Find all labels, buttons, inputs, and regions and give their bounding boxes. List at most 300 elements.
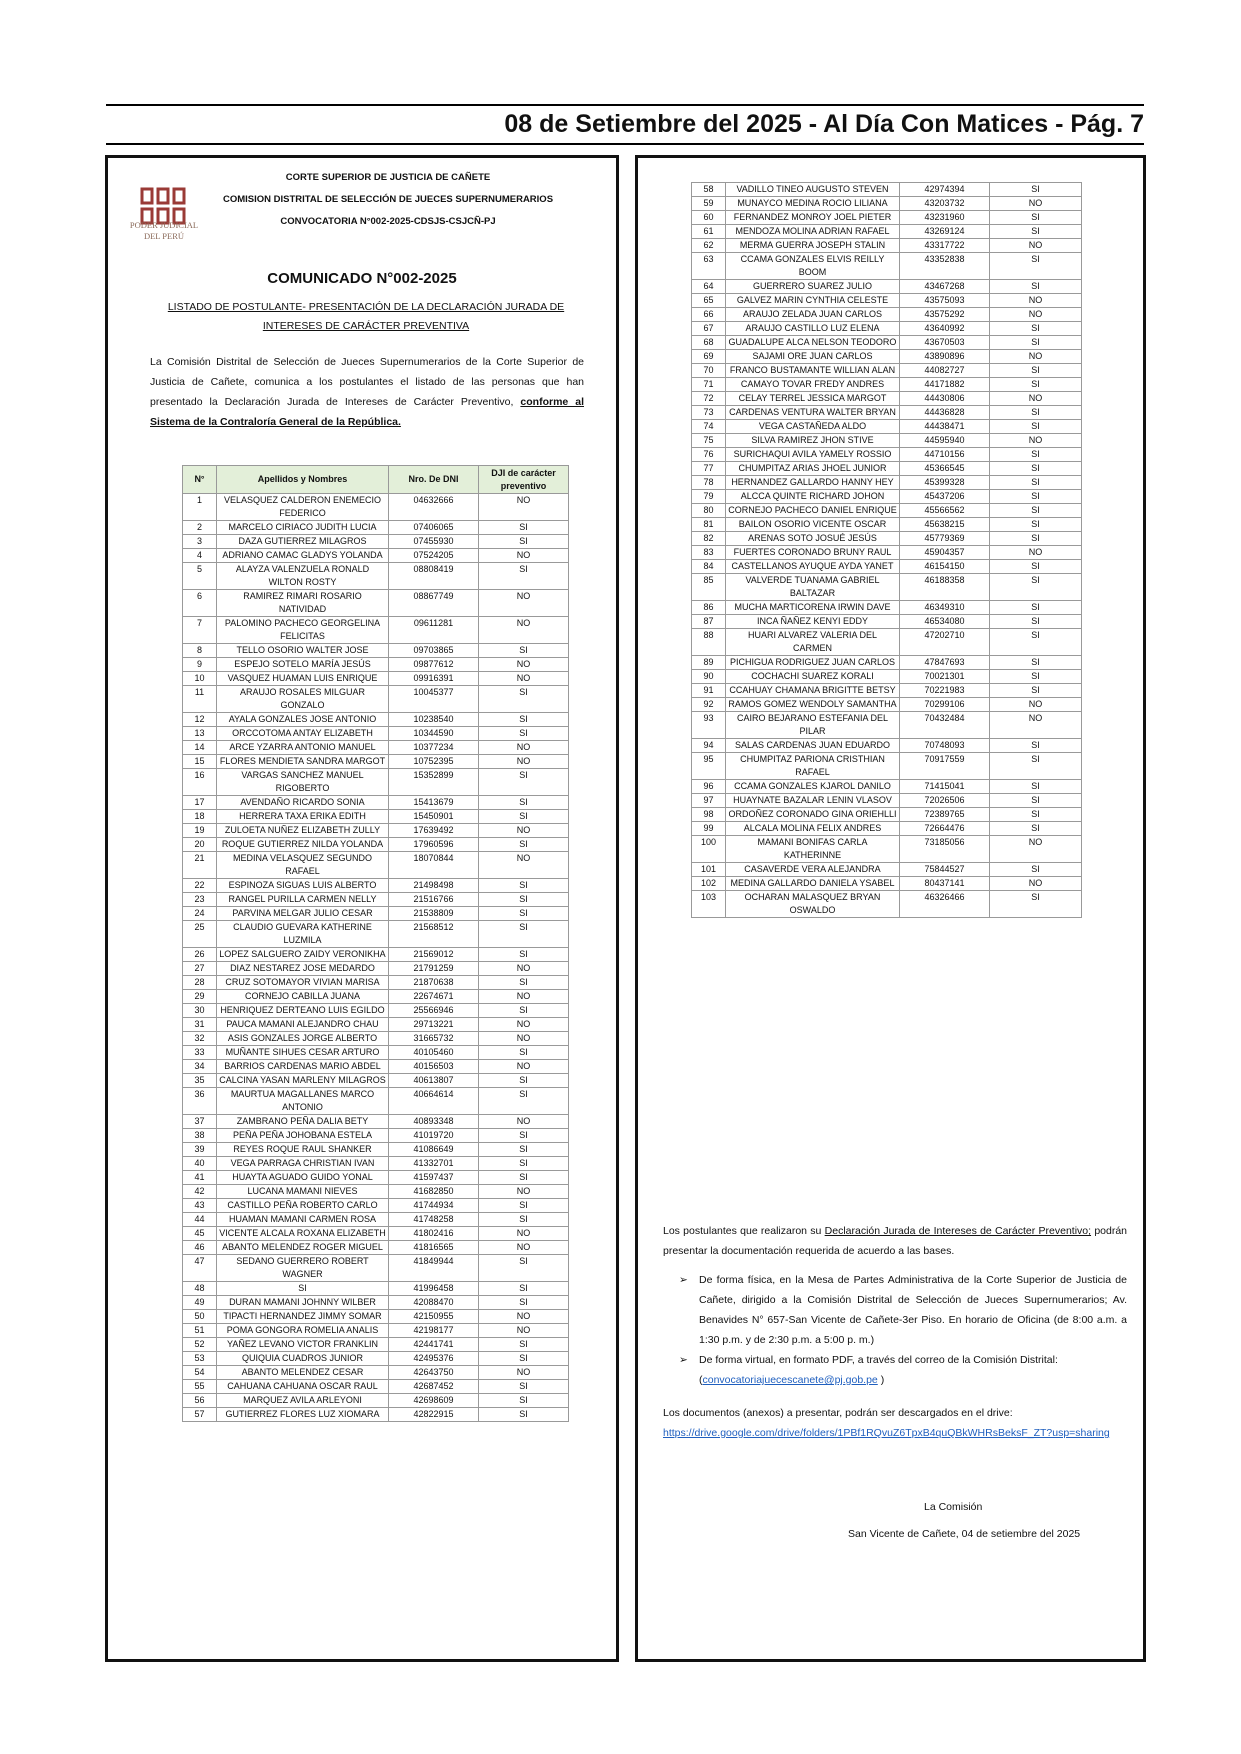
row-number: 38 <box>183 1129 217 1143</box>
institution-line-1: CORTE SUPERIOR DE JUSTICIA DE CAÑETE <box>285 172 491 183</box>
row-dni: 42643750 <box>389 1366 479 1380</box>
row-name: TIPACTI HERNANDEZ JIMMY SOMAR <box>217 1310 389 1324</box>
table-row <box>692 836 1082 863</box>
row-number: 7 <box>183 617 217 644</box>
row-number: 4 <box>183 549 217 563</box>
row-number: 71 <box>692 378 726 392</box>
bullet-virtual <box>679 1350 1127 1390</box>
row-name: CELAY TERREL JESSICA MARGOT <box>726 392 900 406</box>
row-number: 60 <box>692 211 726 225</box>
row-dji: NO <box>479 1185 569 1199</box>
row-dji: SI <box>990 322 1082 336</box>
row-dji: SI <box>479 535 569 549</box>
row-name: CALCINA YASAN MARLENY MILAGROS <box>217 1074 389 1088</box>
row-dji: SI <box>990 794 1082 808</box>
row-number: 2 <box>183 521 217 535</box>
row-dji: SI <box>479 727 569 741</box>
row-number: 87 <box>692 615 726 629</box>
intro-bold-text: conforme al Sistema de la Contraloría General de la República. <box>150 396 584 428</box>
table-row <box>183 1074 569 1088</box>
row-number: 51 <box>183 1324 217 1338</box>
row-dji: NO <box>479 1018 569 1032</box>
row-number: 86 <box>692 601 726 615</box>
row-number: 75 <box>692 434 726 448</box>
applicants-table-left <box>182 465 569 1422</box>
table-row <box>692 448 1082 462</box>
row-dni: 43575292 <box>900 308 990 322</box>
row-dji: SI <box>479 907 569 921</box>
row-dni: 09703865 <box>389 644 479 658</box>
row-dni: 41332701 <box>389 1157 479 1171</box>
row-number: 18 <box>183 810 217 824</box>
row-dji: SI <box>479 1296 569 1310</box>
row-number: 99 <box>692 822 726 836</box>
row-name: SILVA RAMIREZ JHON STIVE <box>726 434 900 448</box>
row-dji: NO <box>479 549 569 563</box>
row-name: CASTELLANOS AYUQUE AYDA YANET <box>726 560 900 574</box>
header-number: N° <box>183 466 217 494</box>
table-row <box>183 810 569 824</box>
row-dni: 42441741 <box>389 1338 479 1352</box>
row-name: ARCE YZARRA ANTONIO MANUEL <box>217 741 389 755</box>
row-number: 64 <box>692 280 726 294</box>
row-dni: 09916391 <box>389 672 479 686</box>
row-name: ALCCA QUINTE RICHARD JOHON <box>726 490 900 504</box>
row-dni: 21538809 <box>389 907 479 921</box>
row-number: 82 <box>692 532 726 546</box>
row-number: 39 <box>183 1143 217 1157</box>
table-row <box>692 364 1082 378</box>
row-name: ESPEJO SOTELO MARÍA JESÚS <box>217 658 389 672</box>
row-dji: NO <box>990 434 1082 448</box>
row-dni: 21568512 <box>389 921 479 948</box>
table-row <box>183 1352 569 1366</box>
row-dni: 42822915 <box>389 1408 479 1422</box>
logo-line-1: PODER JUDICIAL <box>129 220 199 230</box>
table-row <box>183 879 569 893</box>
table-row <box>692 197 1082 211</box>
row-dji: SI <box>479 713 569 727</box>
row-dni: 43670503 <box>900 336 990 350</box>
row-name: ZULOETA NUÑEZ ELIZABETH ZULLY <box>217 824 389 838</box>
row-dji: NO <box>990 546 1082 560</box>
table-row <box>183 1129 569 1143</box>
row-dji: SI <box>990 780 1082 794</box>
row-name: CLAUDIO GUEVARA KATHERINE LUZMILA <box>217 921 389 948</box>
row-name: CCAMA GONZALES KJAROL DANILO <box>726 780 900 794</box>
table-row <box>183 1171 569 1185</box>
table-row <box>183 713 569 727</box>
row-name: FUERTES CORONADO BRUNY RAUL <box>726 546 900 560</box>
row-dni: 80437141 <box>900 877 990 891</box>
row-dji: SI <box>479 976 569 990</box>
row-name: ABANTO MELENDEZ ROGER MIGUEL <box>217 1241 389 1255</box>
place-date: San Vicente de Cañete, 04 de setiembre del 2025 <box>848 1528 1081 1540</box>
table-row <box>183 617 569 644</box>
row-dni: 70917559 <box>900 753 990 780</box>
row-name: GALVEZ MARIN CYNTHIA CELESTE <box>726 294 900 308</box>
row-number: 73 <box>692 406 726 420</box>
row-name: PEÑA PEÑA JOHOBANA ESTELA <box>217 1129 389 1143</box>
row-name: FLORES MENDIETA SANDRA MARGOT <box>217 755 389 769</box>
row-name: VELASQUEZ CALDERON ENEMECIO FEDERICO <box>217 494 389 521</box>
row-number: 44 <box>183 1213 217 1227</box>
row-number: 28 <box>183 976 217 990</box>
row-dji: NO <box>990 836 1082 863</box>
row-name: RANGEL PURILLA CARMEN NELLY <box>217 893 389 907</box>
row-name: SALAS CARDENAS JUAN EDUARDO <box>726 739 900 753</box>
row-dni: 71415041 <box>900 780 990 794</box>
page-header: 08 de Setiembre del 2025 - Al Día Con Matices - Pág. 7 <box>504 110 1144 138</box>
row-dji: NO <box>479 852 569 879</box>
row-dji: NO <box>990 698 1082 712</box>
header-dni: Nro. De DNI <box>389 466 479 494</box>
row-name: GUTIERREZ FLORES LUZ XIOMARA <box>217 1408 389 1422</box>
row-name: BAILON OSORIO VICENTE OSCAR <box>726 518 900 532</box>
row-number: 76 <box>692 448 726 462</box>
table-row <box>183 1310 569 1324</box>
row-dni: 43467268 <box>900 280 990 294</box>
table-row <box>183 590 569 617</box>
row-number: 69 <box>692 350 726 364</box>
row-dji: SI <box>479 1046 569 1060</box>
row-dji: SI <box>990 656 1082 670</box>
row-name: LUCANA MAMANI NIEVES <box>217 1185 389 1199</box>
drive-link[interactable]: https://drive.google.com/drive/folders/1PBf1RQvuZ6TpxB4quQBkWHRsBeksF_ZT?usp=sharing <box>663 1427 1110 1439</box>
table-row <box>183 769 569 796</box>
row-dji: SI <box>990 364 1082 378</box>
table-row <box>692 753 1082 780</box>
row-name: MAMANI BONIFAS CARLA KATHERINNE <box>726 836 900 863</box>
table-row <box>183 672 569 686</box>
table-row <box>183 824 569 838</box>
row-dni: 21791259 <box>389 962 479 976</box>
row-dni: 15450901 <box>389 810 479 824</box>
row-dni: 21516766 <box>389 893 479 907</box>
row-dji: NO <box>479 1310 569 1324</box>
email-close-paren: ) <box>880 1374 885 1386</box>
row-number: 34 <box>183 1060 217 1074</box>
table-row <box>692 712 1082 739</box>
row-dni: 40156503 <box>389 1060 479 1074</box>
row-dji: NO <box>479 1060 569 1074</box>
row-number: 63 <box>692 253 726 280</box>
row-name: HUAYTA AGUADO GUIDO YONAL <box>217 1171 389 1185</box>
header-names: Apellidos y Nombres <box>217 466 389 494</box>
row-dni: 43575093 <box>900 294 990 308</box>
row-dji: SI <box>990 574 1082 601</box>
table-row <box>692 808 1082 822</box>
table-row <box>183 1380 569 1394</box>
row-number: 17 <box>183 796 217 810</box>
table-row <box>183 1324 569 1338</box>
row-number: 50 <box>183 1310 217 1324</box>
table-row <box>183 1157 569 1171</box>
table-row <box>183 1282 569 1296</box>
row-dni: 44171882 <box>900 378 990 392</box>
row-dji: SI <box>479 1129 569 1143</box>
row-number: 100 <box>692 836 726 863</box>
table-row <box>692 629 1082 656</box>
row-number: 83 <box>692 546 726 560</box>
row-name: CARDENAS VENTURA WALTER BRYAN <box>726 406 900 420</box>
table-row <box>183 1296 569 1310</box>
table-row <box>183 1185 569 1199</box>
table-row <box>183 563 569 590</box>
row-number: 102 <box>692 877 726 891</box>
table-row <box>183 852 569 879</box>
row-number: 24 <box>183 907 217 921</box>
table-row <box>692 863 1082 877</box>
row-dji: NO <box>479 494 569 521</box>
row-dni: 25566946 <box>389 1004 479 1018</box>
row-dji: SI <box>479 1338 569 1352</box>
row-dji: NO <box>990 392 1082 406</box>
row-number: 101 <box>692 863 726 877</box>
row-number: 61 <box>692 225 726 239</box>
row-dji: NO <box>479 1324 569 1338</box>
row-dji: SI <box>479 521 569 535</box>
row-dji: NO <box>479 617 569 644</box>
row-name: BARRIOS CARDENAS MARIO ABDEL <box>217 1060 389 1074</box>
row-dni: 41816565 <box>389 1241 479 1255</box>
row-number: 84 <box>692 560 726 574</box>
row-name: AYALA GONZALES JOSE ANTONIO <box>217 713 389 727</box>
row-name: ZAMBRANO PEÑA DALIA BETY <box>217 1115 389 1129</box>
table-row <box>183 1213 569 1227</box>
row-name: RAMIREZ RIMARI ROSARIO NATIVIDAD <box>217 590 389 617</box>
row-number: 95 <box>692 753 726 780</box>
row-dji: SI <box>479 1157 569 1171</box>
intro-text: La Comisión Distrital de Selección de Jueces Supernumerarios de la Corte Superior de Justicia de Cañete, comunica a los postulantes el listado de las personas que han presentado la Declaración Jurada de Intereses de Carácter Preventivo, <box>150 356 584 408</box>
row-name: MUCHA MARTICORENA IRWIN DAVE <box>726 601 900 615</box>
row-dni: 43203732 <box>900 197 990 211</box>
row-dni: 15352899 <box>389 769 479 796</box>
row-dni: 45779369 <box>900 532 990 546</box>
row-number: 47 <box>183 1255 217 1282</box>
row-number: 23 <box>183 893 217 907</box>
table-row <box>692 504 1082 518</box>
row-number: 12 <box>183 713 217 727</box>
table-row <box>183 893 569 907</box>
row-name: CASTILLO PEÑA ROBERTO CARLO <box>217 1199 389 1213</box>
row-name: LOPEZ SALGUERO ZAIDY VERONIKHA <box>217 948 389 962</box>
row-dji: NO <box>479 1227 569 1241</box>
row-dni: 29713221 <box>389 1018 479 1032</box>
row-dji: SI <box>479 1213 569 1227</box>
row-name: CHUMPITAZ ARIAS JHOEL JUNIOR <box>726 462 900 476</box>
table-row <box>183 1408 569 1422</box>
row-number: 13 <box>183 727 217 741</box>
row-dni: 41849944 <box>389 1255 479 1282</box>
row-number: 45 <box>183 1227 217 1241</box>
row-number: 25 <box>183 921 217 948</box>
bullet-arrow-icon: ➢ <box>679 1354 688 1366</box>
row-name: CRUZ SOTOMAYOR VIVIAN MARISA <box>217 976 389 990</box>
row-number: 79 <box>692 490 726 504</box>
row-name: ADRIANO CAMAC GLADYS YOLANDA <box>217 549 389 563</box>
row-name: VICENTE ALCALA ROXANA ELIZABETH <box>217 1227 389 1241</box>
row-dni: 42495376 <box>389 1352 479 1366</box>
row-dji: SI <box>479 1004 569 1018</box>
row-dni: 43640992 <box>900 322 990 336</box>
row-number: 72 <box>692 392 726 406</box>
row-number: 97 <box>692 794 726 808</box>
table-row <box>692 780 1082 794</box>
row-dni: 73185056 <box>900 836 990 863</box>
row-name: SURICHAQUI AVILA YAMELY ROSSIO <box>726 448 900 462</box>
row-dni: 45638215 <box>900 518 990 532</box>
table-row <box>183 1394 569 1408</box>
row-name: CORNEJO CABILLA JUANA <box>217 990 389 1004</box>
row-number: 66 <box>692 308 726 322</box>
header-bottom-rule <box>106 143 1144 145</box>
table-row <box>183 976 569 990</box>
row-number: 35 <box>183 1074 217 1088</box>
table-row <box>183 521 569 535</box>
row-number: 46 <box>183 1241 217 1255</box>
row-dni: 09877612 <box>389 658 479 672</box>
table-row <box>692 560 1082 574</box>
table-row <box>183 755 569 769</box>
row-dni: 08808419 <box>389 563 479 590</box>
table-row <box>183 1115 569 1129</box>
row-name: ORCCOTOMA ANTAY ELIZABETH <box>217 727 389 741</box>
row-number: 85 <box>692 574 726 601</box>
row-name: MEDINA VELASQUEZ SEGUNDO RAFAEL <box>217 852 389 879</box>
row-name: CCAHUAY CHAMANA BRIGITTE BETSY <box>726 684 900 698</box>
bullet-physical-text: De forma física, en la Mesa de Partes Administrativa de la Corte Superior de Justicia de Cañete, dirigido a la Comisión Distrital de Selección de Jueces Supernumerarios; Av. Benavides N° 657-San Vicente de Cañete-3er Piso. En horario de Oficina (de 8:00 a.m. a 1:30 p.m. y de 2:30 p.m. a 5:00 p. m.) <box>699 1274 1127 1346</box>
row-dni: 44436828 <box>900 406 990 420</box>
row-number: 6 <box>183 590 217 617</box>
row-name: MEDINA GALLARDO DANIELA YSABEL <box>726 877 900 891</box>
row-number: 80 <box>692 504 726 518</box>
row-dni: 43231960 <box>900 211 990 225</box>
row-dni: 22674671 <box>389 990 479 1004</box>
row-dni: 18070844 <box>389 852 479 879</box>
row-dni: 10377234 <box>389 741 479 755</box>
row-dni: 07406065 <box>389 521 479 535</box>
row-name: CASAVERDE VERA ALEJANDRA <box>726 863 900 877</box>
row-name: OCHARAN MALASQUEZ BRYAN OSWALDO <box>726 891 900 918</box>
row-name: ARAUJO ROSALES MILGUAR GONZALO <box>217 686 389 713</box>
row-dji: SI <box>990 615 1082 629</box>
table-row <box>692 532 1082 546</box>
row-number: 89 <box>692 656 726 670</box>
row-name: HUARI ALVAREZ VALERIA DEL CARMEN <box>726 629 900 656</box>
row-name: VEGA PARRAGA CHRISTIAN IVAN <box>217 1157 389 1171</box>
table-row <box>692 322 1082 336</box>
row-name: HUAYNATE BAZALAR LENIN VLASOV <box>726 794 900 808</box>
row-dji: SI <box>479 1199 569 1213</box>
row-name: CORNEJO PACHECO DANIEL ENRIQUE <box>726 504 900 518</box>
table-row <box>692 294 1082 308</box>
row-number: 15 <box>183 755 217 769</box>
row-number: 98 <box>692 808 726 822</box>
row-number: 96 <box>692 780 726 794</box>
row-dni: 15413679 <box>389 796 479 810</box>
row-number: 91 <box>692 684 726 698</box>
row-number: 81 <box>692 518 726 532</box>
row-dji: SI <box>479 879 569 893</box>
row-name: FERNANDEZ MONROY JOEL PIETER <box>726 211 900 225</box>
table-row <box>692 350 1082 364</box>
intro-paragraph <box>150 352 584 432</box>
row-dji: SI <box>990 211 1082 225</box>
row-name: MARQUEZ AVILA ARLEYONI <box>217 1394 389 1408</box>
row-dni: 41086649 <box>389 1143 479 1157</box>
row-name: GUERRERO SUAREZ JULIO <box>726 280 900 294</box>
row-dni: 42698609 <box>389 1394 479 1408</box>
row-number: 14 <box>183 741 217 755</box>
row-number: 78 <box>692 476 726 490</box>
row-name: VARGAS SANCHEZ MANUEL RIGOBERTO <box>217 769 389 796</box>
row-dni: 46534080 <box>900 615 990 629</box>
row-dni: 10045377 <box>389 686 479 713</box>
row-name: RAMOS GOMEZ WENDOLY SAMANTHA <box>726 698 900 712</box>
row-number: 88 <box>692 629 726 656</box>
row-name: VALVERDE TUANAMA GABRIEL BALTAZAR <box>726 574 900 601</box>
row-dni: 42150955 <box>389 1310 479 1324</box>
row-dni: 72389765 <box>900 808 990 822</box>
row-name: SAJAMI ORE JUAN CARLOS <box>726 350 900 364</box>
docs-text: Los documentos (anexos) a presentar, podrán ser descargados en el drive: <box>663 1407 1013 1419</box>
row-dji: SI <box>990 753 1082 780</box>
bullet-virtual-text: De forma virtual, en formato PDF, a través del correo de la Comisión Distrital: <box>699 1354 1058 1366</box>
row-dji: SI <box>479 686 569 713</box>
table-row <box>183 1060 569 1074</box>
row-dni: 44082727 <box>900 364 990 378</box>
row-dji: SI <box>990 225 1082 239</box>
row-dji: SI <box>990 601 1082 615</box>
row-dji: SI <box>479 1255 569 1282</box>
row-dji: SI <box>990 280 1082 294</box>
row-dji: NO <box>479 824 569 838</box>
row-dni: 17960596 <box>389 838 479 852</box>
row-name: INCA ÑAÑEZ KENYI EDDY <box>726 615 900 629</box>
row-dji: SI <box>990 808 1082 822</box>
row-number: 36 <box>183 1088 217 1115</box>
row-dji: NO <box>990 294 1082 308</box>
email-link[interactable]: convocatoriajuecescanete@pj.gob.pe <box>702 1374 878 1386</box>
row-dji: SI <box>479 644 569 658</box>
row-dji: SI <box>990 891 1082 918</box>
row-number: 26 <box>183 948 217 962</box>
table-row <box>692 239 1082 253</box>
row-number: 48 <box>183 1282 217 1296</box>
row-name: CCAMA GONZALES ELVIS REILLY BOOM <box>726 253 900 280</box>
row-dni: 43269124 <box>900 225 990 239</box>
row-dni: 21498498 <box>389 879 479 893</box>
row-number: 52 <box>183 1338 217 1352</box>
row-dji: NO <box>479 590 569 617</box>
row-dji: SI <box>479 893 569 907</box>
table-row <box>692 739 1082 753</box>
row-dni: 40664614 <box>389 1088 479 1115</box>
row-dni: 08867749 <box>389 590 479 617</box>
row-dji: SI <box>990 532 1082 546</box>
table-row <box>692 253 1082 280</box>
row-name: TELLO OSORIO WALTER JOSE <box>217 644 389 658</box>
note-pre: Los postulantes que realizaron su <box>663 1225 822 1237</box>
note-post: podrán presentar la documentación requerida de acuerdo a las bases. <box>663 1225 1128 1257</box>
institution-line-2: COMISION DISTRITAL DE SELECCIÓN DE JUECES SUPERNUMERARIOS <box>222 194 554 205</box>
table-row <box>692 794 1082 808</box>
row-dji: SI <box>990 448 1082 462</box>
row-dni: 70299106 <box>900 698 990 712</box>
row-name: PALOMINO PACHECO GEORGELINA FELICITAS <box>217 617 389 644</box>
table-row <box>692 518 1082 532</box>
